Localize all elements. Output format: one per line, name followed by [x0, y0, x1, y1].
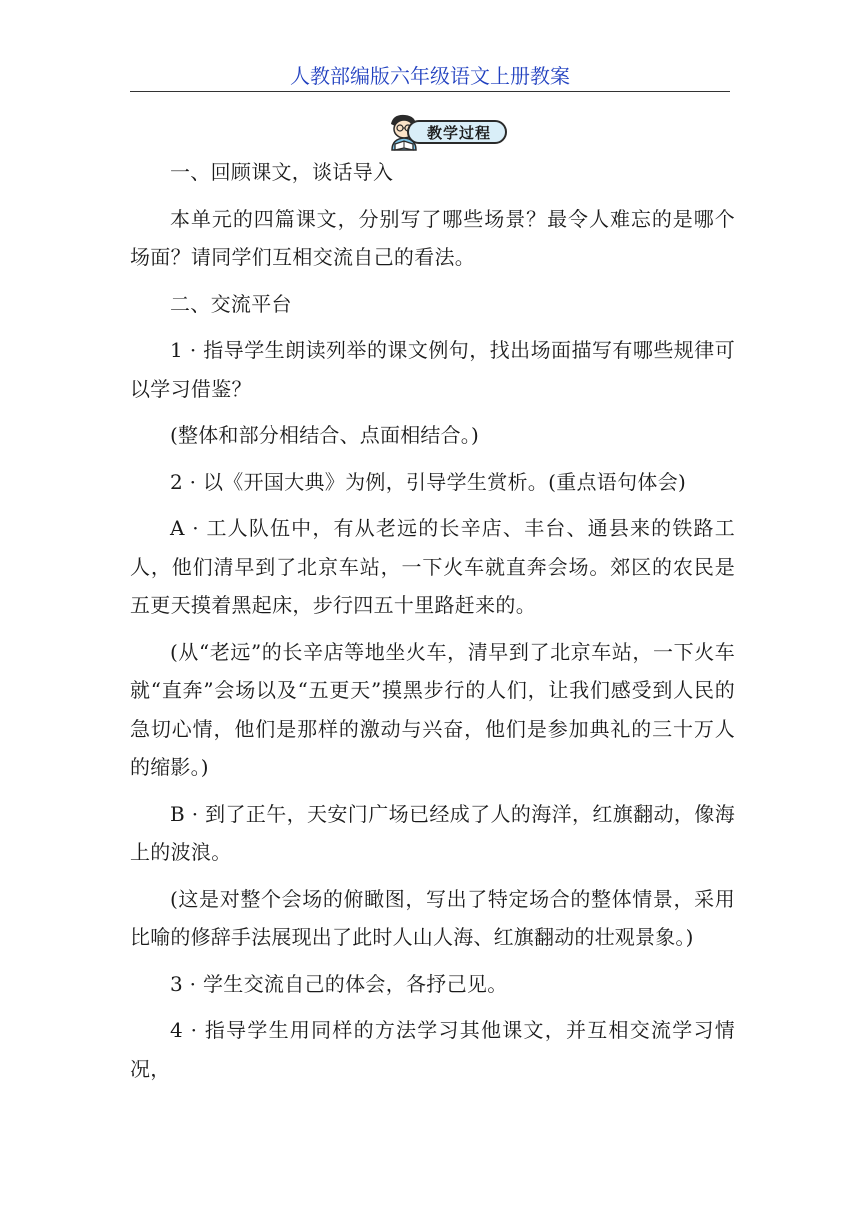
- paragraph: 4 · 指导学生用同样的方法学习其他课文，并互相交流学习情况，: [130, 1018, 735, 1081]
- section-badge: [383, 112, 511, 150]
- paragraph: 3 · 学生交流自己的体会，各抒己见。: [170, 971, 508, 996]
- paragraph: 二、交流平台: [170, 291, 292, 316]
- paragraph: (从“老远”的长辛店等地坐火车，清早到了北京车站，一下火车就“直奔”会场以及“五更天”摸黑步行的人们，让我们感受到人民的急切心情，他们是那样的激动与兴奋，他们是参加典礼的三十万人的缩影。): [130, 639, 735, 779]
- paragraph: 一、回顾课文，谈话导入: [170, 160, 394, 184]
- badge-label: 教学过程: [427, 124, 492, 142]
- paragraph: A · 工人队伍中，有从老远的长辛店、丰台、通县来的铁路工人，他们清早到了北京车站，一下火车就直奔会场。郊区的农民是五更天摸着黑起床，步行四五十里路赶来的。: [130, 516, 735, 617]
- paragraph: (这是对整个会场的俯瞰图，写出了特定场合的整体情景，采用比喻的修辞手法展现出了此时人山人海、红旗翻动的壮观景象。): [130, 886, 735, 949]
- paragraph: 1 · 指导学生朗读列举的课文例句，找出场面描写有哪些规律可以学习借鉴？: [130, 338, 735, 401]
- paragraph: B · 到了正午，天安门广场已经成了人的海洋，红旗翻动，像海上的波浪。: [130, 801, 735, 864]
- badge-plate: [407, 120, 507, 144]
- lesson-body: [130, 153, 735, 1088]
- paragraph: 本单元的四篇课文，分别写了哪些场景？最令人难忘的是哪个场面？请同学们互相交流自己的看法。: [130, 206, 735, 269]
- paragraph: 2 · 以《开国大典》为例，引导学生赏析。(重点语句体会): [170, 469, 687, 494]
- header-divider: [130, 91, 730, 92]
- paragraph: (整体和部分相结合、点面相结合。): [170, 423, 480, 447]
- page-header-title: 人教部编版六年级语文上册教案: [290, 64, 570, 88]
